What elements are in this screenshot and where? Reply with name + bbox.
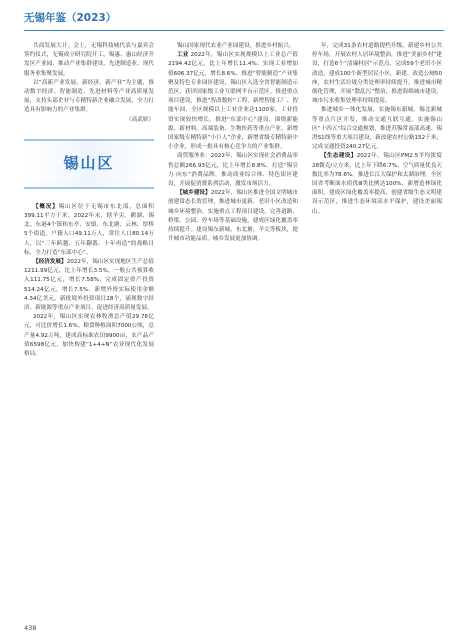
paragraph-urban	[168, 189, 298, 244]
column-3	[312, 42, 442, 217]
section-label: 【概况】	[32, 203, 59, 210]
paragraph: 2022年，锡山区实现农林牧渔总产值29.78亿元，可比价增长1.6%。粮食种植面积7000公顷，总产量4.92万吨，建成高标准农田9900亩，农产品产值6598亿元，加快构建“1+4+N”农业现代化发展格局。	[24, 314, 154, 358]
paragraph: 共商发展大计。会上，无锡科技城代表与嘉宾会签约仪式，无锡成立研究院开工，锡惠、惠山经济开发区产业园，推动产业集群建设、先进制造业、现代服务业集聚发展。	[24, 43, 154, 77]
author-signature: （高武娇）	[126, 116, 154, 123]
section-banner	[24, 139, 154, 189]
column-2	[168, 42, 298, 244]
paragraph: 商贸服务业：2022年，锡山区实现社会消费品零售总额266.93亿元，比上年增长8.8%。打造“锡引力·向东”消费品牌，推动商业综合体、特色街区建设，开展促消费系列活动，激发市场活力。	[168, 153, 298, 188]
paragraph-industry	[168, 51, 298, 152]
paragraph: 推进城乡一体化发展，实施锡东新城、锡北新城等重点片区开发，推动交通互联互通。实施锡山区“十四五”综合交通规划，推进苏锡常南部高速、锡澄S1线等重大项目建设，新改建农村公路152千米，完成交通投资240.27亿元。	[312, 107, 442, 151]
page-header	[24, 10, 444, 32]
running-title: 无锡年鉴（2023）	[24, 12, 117, 24]
paragraph-text: 2022年，锡山区实现规模以上工业总产值2194.42亿元，比上年增长11.4%；实现工业增加值606.37亿元，增长8.6%。推进“智能制造”产业集聚及特色专业园区建设，锡山区入选全省智能制造示范区，获评国家级工业互联网平台示范区。推进重点项目建设，推进“智改数转”工程，新增智能工厂、智能车间，全区规模以上工业企业达1100家，工业投资实现较快增长。推进“东部中心”建设，围绕新能源、新材料、高端装备、生物医药等重点产业，新增国家级专精特新“小巨人”企业，新增省级专精特新中小企业，形成一批具有核心竞争力的产业集群。	[168, 52, 298, 151]
page-number: 438	[24, 624, 37, 632]
section-label: 【城乡建设】	[176, 190, 211, 197]
section-title: 锡山区	[63, 154, 115, 173]
paragraph: 年，完成31条农村道路提档升级，新建乡村公共停车场，开展农村人居环境整治，推进“美丽乡村”建设，打造6个“清廉村居”示范点，完成59个老旧小区改造，建成100个新型居民小区，新建、改造公厕50座，农村生活垃圾分类处理率持续提升。推进城市精细化管理，开展“散乱污”整治，推进海绵城市建设，城市污水收集处理率持续提高。	[312, 43, 442, 105]
section-label: 【经济发展】	[32, 259, 67, 266]
column-1	[24, 42, 154, 359]
paragraph: 以“高新产业发展、新经济、新产业”为主题，推动数字经济、智能制造、先进材料等产业高质量发展，支持头部企业与专精特新企业融合发展，全力打造具有影响力的产业集群。	[24, 79, 154, 114]
paragraph: 锡山国家现代农业产业园建设，推进乡村振兴。	[176, 43, 295, 49]
paragraph-text: 锡山区位于无锡市东北部，总面积399.11平方千米。2022年末，辖羊尖、鹅湖、锡北、东港4个镇和东亭、安镇、东北塘、云林、厚桥5个街道，户籍人口49.11万人，常住人口80.14万人，以“三年跨越、五年翻番、十年再造”的战略目标，全力打造“东部中心”。	[24, 203, 154, 256]
paragraph-economy	[24, 258, 154, 313]
paragraph-text: 2022年，锡山区实现地区生产总值1211.99亿元，比上年增长3.5%。一般公共预算收入111.75亿元，增长7.58%；完成固定资产投资514.24亿元，增长7.5%。新增外资实际使用金额4.34亿美元。新批境外投资项目28个，涌现数字经济、新能源等重点产业项目，促进经济高质量发展。	[24, 259, 154, 312]
paragraph-text: 2022年，锡山区推进全国文明城市创建常态长效管理，推进城市更新、老旧小区改造和城乡环境整治。实施重点工程项目建设，完善道路、桥梁、公园、停车场等基础设施，建成区绿化覆盖率持续提升。建设锡东新城、东北塘、羊尖等板块，提升城市功能品质，城乡发展更加协调。	[168, 190, 298, 243]
section-label: 工业	[176, 52, 189, 59]
paragraph-text: 2022年，锡山区PM2.5平均浓度28微克/立方米，比上年下降6.7%，空气质量优良天数比率为78.6%。推进长江大保护和太湖治理，全区国省考断面水质优Ⅲ类比例达100%，新增造林绿化面积，建成区绿化覆盖率提高，创建省级生态文明建设示范区，推进生态环境高水平保护，建设美丽锡山。	[312, 153, 442, 215]
paragraph-overview	[24, 203, 154, 258]
header-rule	[24, 30, 444, 31]
section-label: 【生态建设】	[320, 153, 357, 160]
paragraph-ecology	[312, 152, 442, 216]
